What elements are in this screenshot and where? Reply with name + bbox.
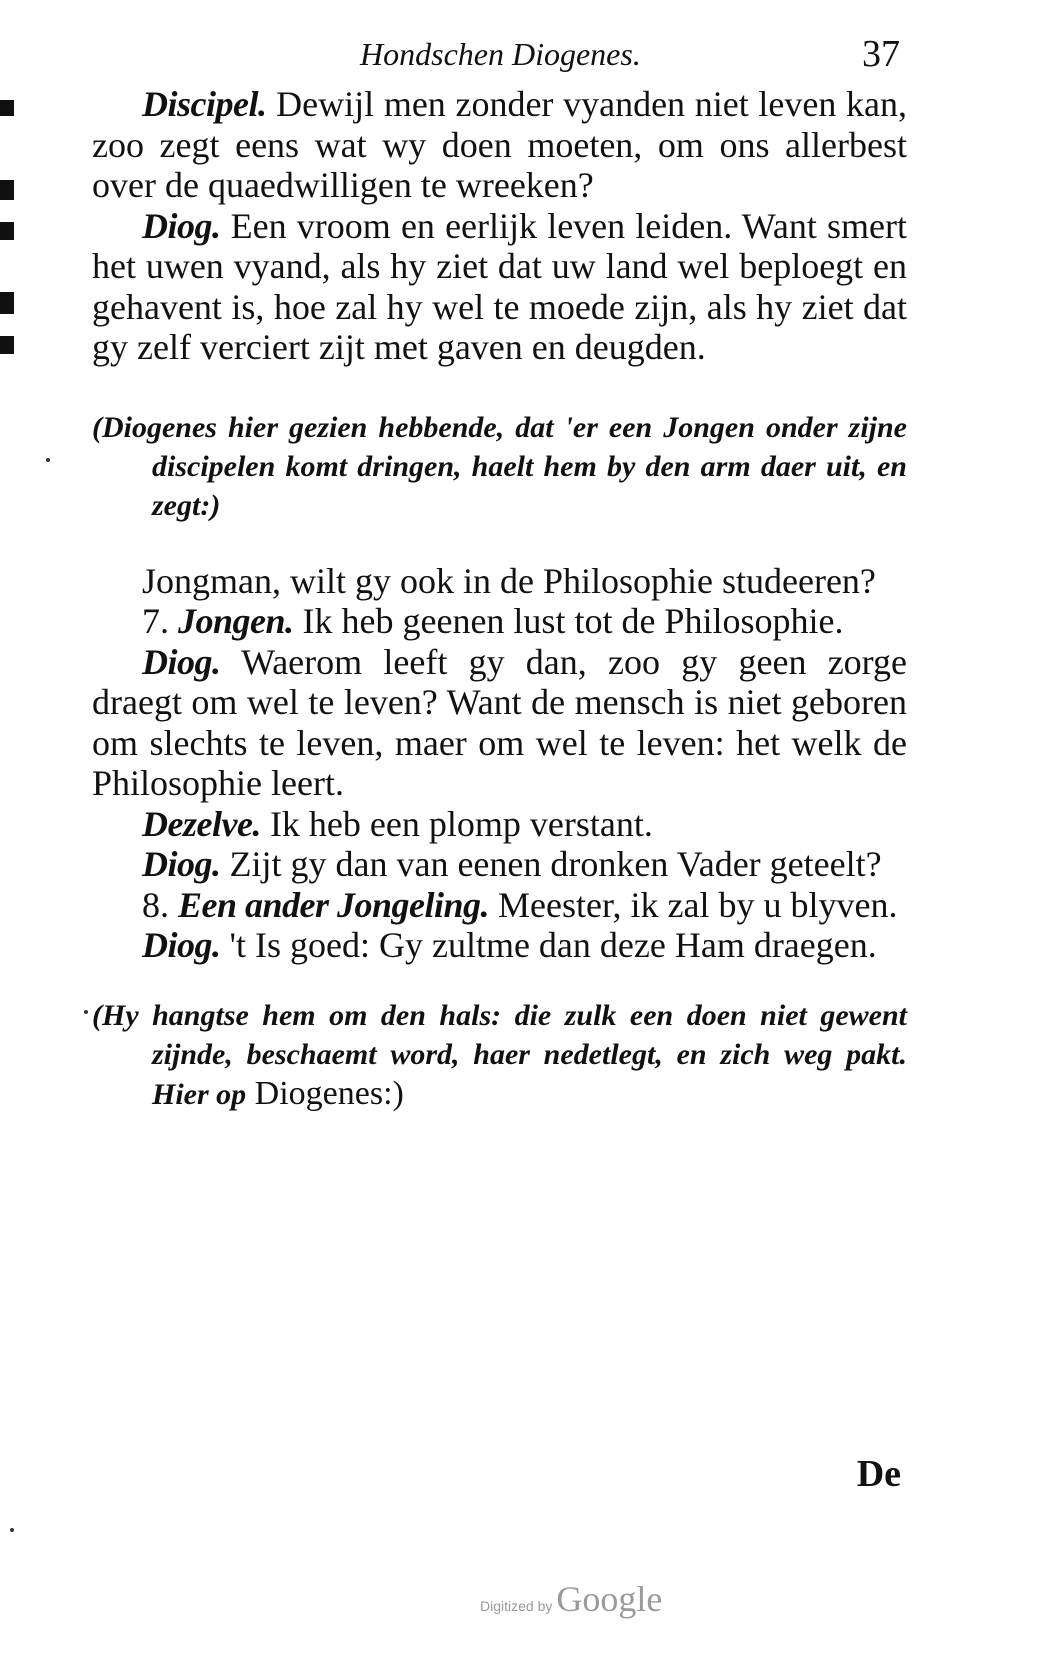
stage-direction: (Diogenes hier gezien hebbende, dat 'er een Jongen onder zijne discipelen komt dringen, haelt hem by den arm daer uit, en zegt:) bbox=[92, 410, 907, 522]
paragraph bbox=[92, 561, 907, 602]
speech-text: Zijt gy dan van eenen dronken Vader geteelt? bbox=[220, 844, 882, 884]
speech-text: Jongman, wilt gy ook in de Philosophie studeeren? bbox=[142, 560, 876, 601]
left-margin-bleed bbox=[0, 292, 14, 314]
watermark-prefix: Digitized by bbox=[480, 1598, 553, 1614]
speck bbox=[46, 458, 50, 462]
left-margin-bleed bbox=[0, 336, 14, 354]
speaker-label: Diog. bbox=[142, 641, 221, 682]
text-block bbox=[92, 84, 907, 1114]
paragraph bbox=[92, 642, 907, 804]
speaker-label: Diog. bbox=[142, 205, 221, 246]
page-number: 37 bbox=[862, 33, 900, 75]
speaker-label: Diog. bbox=[142, 925, 221, 965]
left-margin-bleed bbox=[0, 100, 14, 116]
speck bbox=[10, 1528, 14, 1532]
watermark-brand: Google bbox=[556, 1579, 663, 1619]
speech-text: 't Is goed: Gy zultme dan deze Ham draegen. bbox=[220, 925, 877, 965]
paragraph bbox=[92, 885, 907, 926]
running-title: Hondschen Diogenes. bbox=[360, 36, 641, 72]
speaker-label: Een ander Jongeling. bbox=[178, 884, 490, 925]
paragraph bbox=[92, 844, 907, 885]
speaker-label: Dezelve. bbox=[142, 803, 261, 844]
speech-text: Ik heb geenen lust tot de Philosophie. bbox=[293, 601, 844, 641]
paragraph bbox=[92, 84, 907, 206]
speech-text: Meester, ik zal by u blyven. bbox=[489, 884, 898, 925]
speech-text: Dewijl men zonder vyanden niet leven kan, zoo zegt eens wat wy doen moeten, om ons allerbest over de quaedwilligen te wreeken? bbox=[92, 84, 907, 205]
speaker-label: Diog. bbox=[142, 844, 221, 884]
scene-number: 8. bbox=[142, 884, 169, 925]
scene-number: 7. bbox=[142, 601, 169, 641]
digitized-watermark bbox=[480, 1578, 662, 1620]
left-margin-bleed bbox=[0, 222, 14, 240]
paragraph bbox=[92, 925, 907, 966]
catchword: De bbox=[856, 1453, 901, 1495]
stage-direction bbox=[92, 996, 907, 1114]
paragraph bbox=[92, 804, 907, 845]
running-header bbox=[360, 32, 900, 76]
speech-text: Waerom leeft gy dan, zoo gy geen zorge draegt om wel te leven? Want de mensch is niet geboren om slechts te leven, maer om wel te leven: het welk de Philosophie leert. bbox=[92, 641, 907, 803]
speech-text: Ik heb een plomp verstant. bbox=[260, 803, 653, 844]
speech-text: Een vroom en eerlijk leven leiden. Want smert het uwen vyand, als hy ziet dat uw land wel beploegt en gehavent is, hoe zal hy wel te moede zijn, als hy ziet dat gy zelf verciert zijt met gaven en deugden. bbox=[92, 205, 907, 367]
speaker-label: Jongen. bbox=[178, 601, 294, 641]
left-margin-bleed bbox=[0, 180, 14, 200]
speck bbox=[84, 1010, 88, 1014]
stage-direction-roman: Diogenes:) bbox=[246, 1074, 404, 1112]
paragraph bbox=[92, 601, 907, 642]
paragraph bbox=[92, 206, 907, 368]
stage-direction-italic: (Hy hangtse hem om den hals: die zulk een doen niet gewent zijnde, beschaemt word, haer nedetlegt, en zich weg pakt. Hier op bbox=[92, 998, 907, 1111]
speaker-label: Discipel. bbox=[142, 84, 267, 124]
